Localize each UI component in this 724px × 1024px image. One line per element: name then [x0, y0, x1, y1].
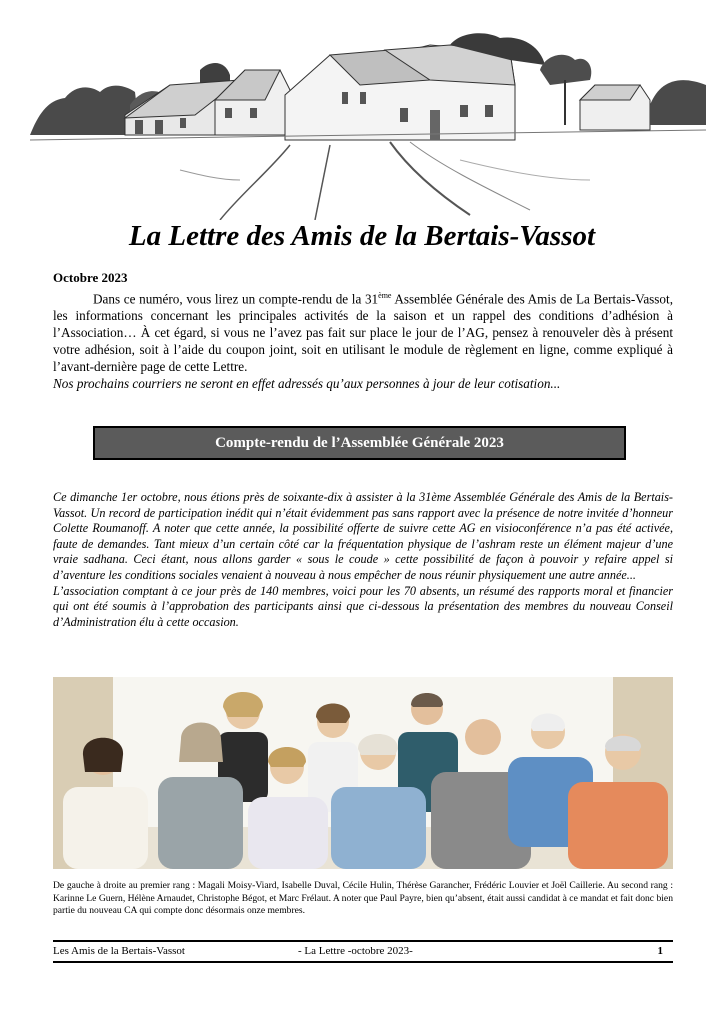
intro-text-part: Assemblée Générale des Amis de La Bertais-Vassot, les informations concernant les principales activités de la saison et un rappel des conditions d’adhésion à l’Association… À cet égard, si vous ne l’avez pas fait sur place le jour de l’AG, pensez à renouveler dès à présent votre adhésion, soit à l’aide du coupon joint, soit en utilisant le module de règlement en ligne, comme expliqué à l’avant-dernière page de cette Lettre.	[53, 291, 673, 375]
footer-page-number: 1	[657, 945, 663, 957]
section-banner: Compte-rendu de l’Assemblée Générale 2023	[93, 426, 626, 460]
report-text	[53, 490, 673, 630]
header-farmhouse-sketch	[30, 30, 706, 220]
issue-date: Octobre 2023	[53, 270, 128, 285]
footer-issue-label: - La Lettre -octobre 2023-	[298, 945, 413, 957]
report-paragraph-2: L’association comptant à ce jour près de 140 membres, voici pour les 70 absents, un résumé des rapports moral et financier qui ont été soumis à l’approbation des participants ainsi que ci-dessous la présentation des membres du nouveau Conseil d’Administration élu à cette occasion.	[53, 583, 673, 629]
intro-text-part: Dans ce numéro, vous lirez un compte-rendu de la 31	[93, 291, 379, 307]
newsletter-title: La Lettre des Amis de la Bertais-Vassot	[128, 220, 596, 252]
photo-caption: De gauche à droite au premier rang : Magali Moisy-Viard, Isabelle Duval, Cécile Hulin, Thérèse Garancher, Frédéric Louvier et Joël Caillerie. Au second rang : Karinne Le Guern, Hélène Arnaudet, Christophe Bégot, et Marc Frélaut. A noter que Paul Payre, bien qu’absent, était aussi candidat à ce mandat et fait donc bien partie du nouveau CA qui compte donc désormais onze membres.	[53, 880, 673, 916]
footer-divider-top	[53, 940, 673, 942]
intro-note: Nos prochains courriers ne seront en effet adressés qu’aux personnes à jour de leur cotisation...	[53, 376, 561, 392]
report-paragraph-1: Ce dimanche 1er octobre, nous étions près de soixante-dix à assister à la 31ème Assemblée Générale des Amis de la Bertais-Vassot. Un record de participation inédit qui n’était évidemment pas sans rapport avec la présence de notre invitée d’honneur Colette Roumanoff. A noter que cette année, la possibilité offerte de suivre cette AG en visioconférence n’a pas été activée, faute de demandes. Tant mieux d’un certain côté car la fréquentation physique de l’ashram reste un élément majeur d’une vraie sadhana. Ceci étant, nous allons garder « sous le coude » cette possibilité de façon à pouvoir y refaire appel si d’aventure les conditions sociales venaient à nouveau à nous empêcher de nous réunir physiquement une autre année...	[53, 490, 673, 582]
intro-text	[53, 287, 673, 392]
footer-association-name: Les Amis de la Bertais-Vassot	[53, 945, 185, 957]
board-members-photo	[53, 677, 673, 869]
intro-superscript: ème	[378, 291, 392, 300]
footer-divider-bottom	[53, 961, 673, 963]
intro-paragraph	[53, 287, 673, 375]
